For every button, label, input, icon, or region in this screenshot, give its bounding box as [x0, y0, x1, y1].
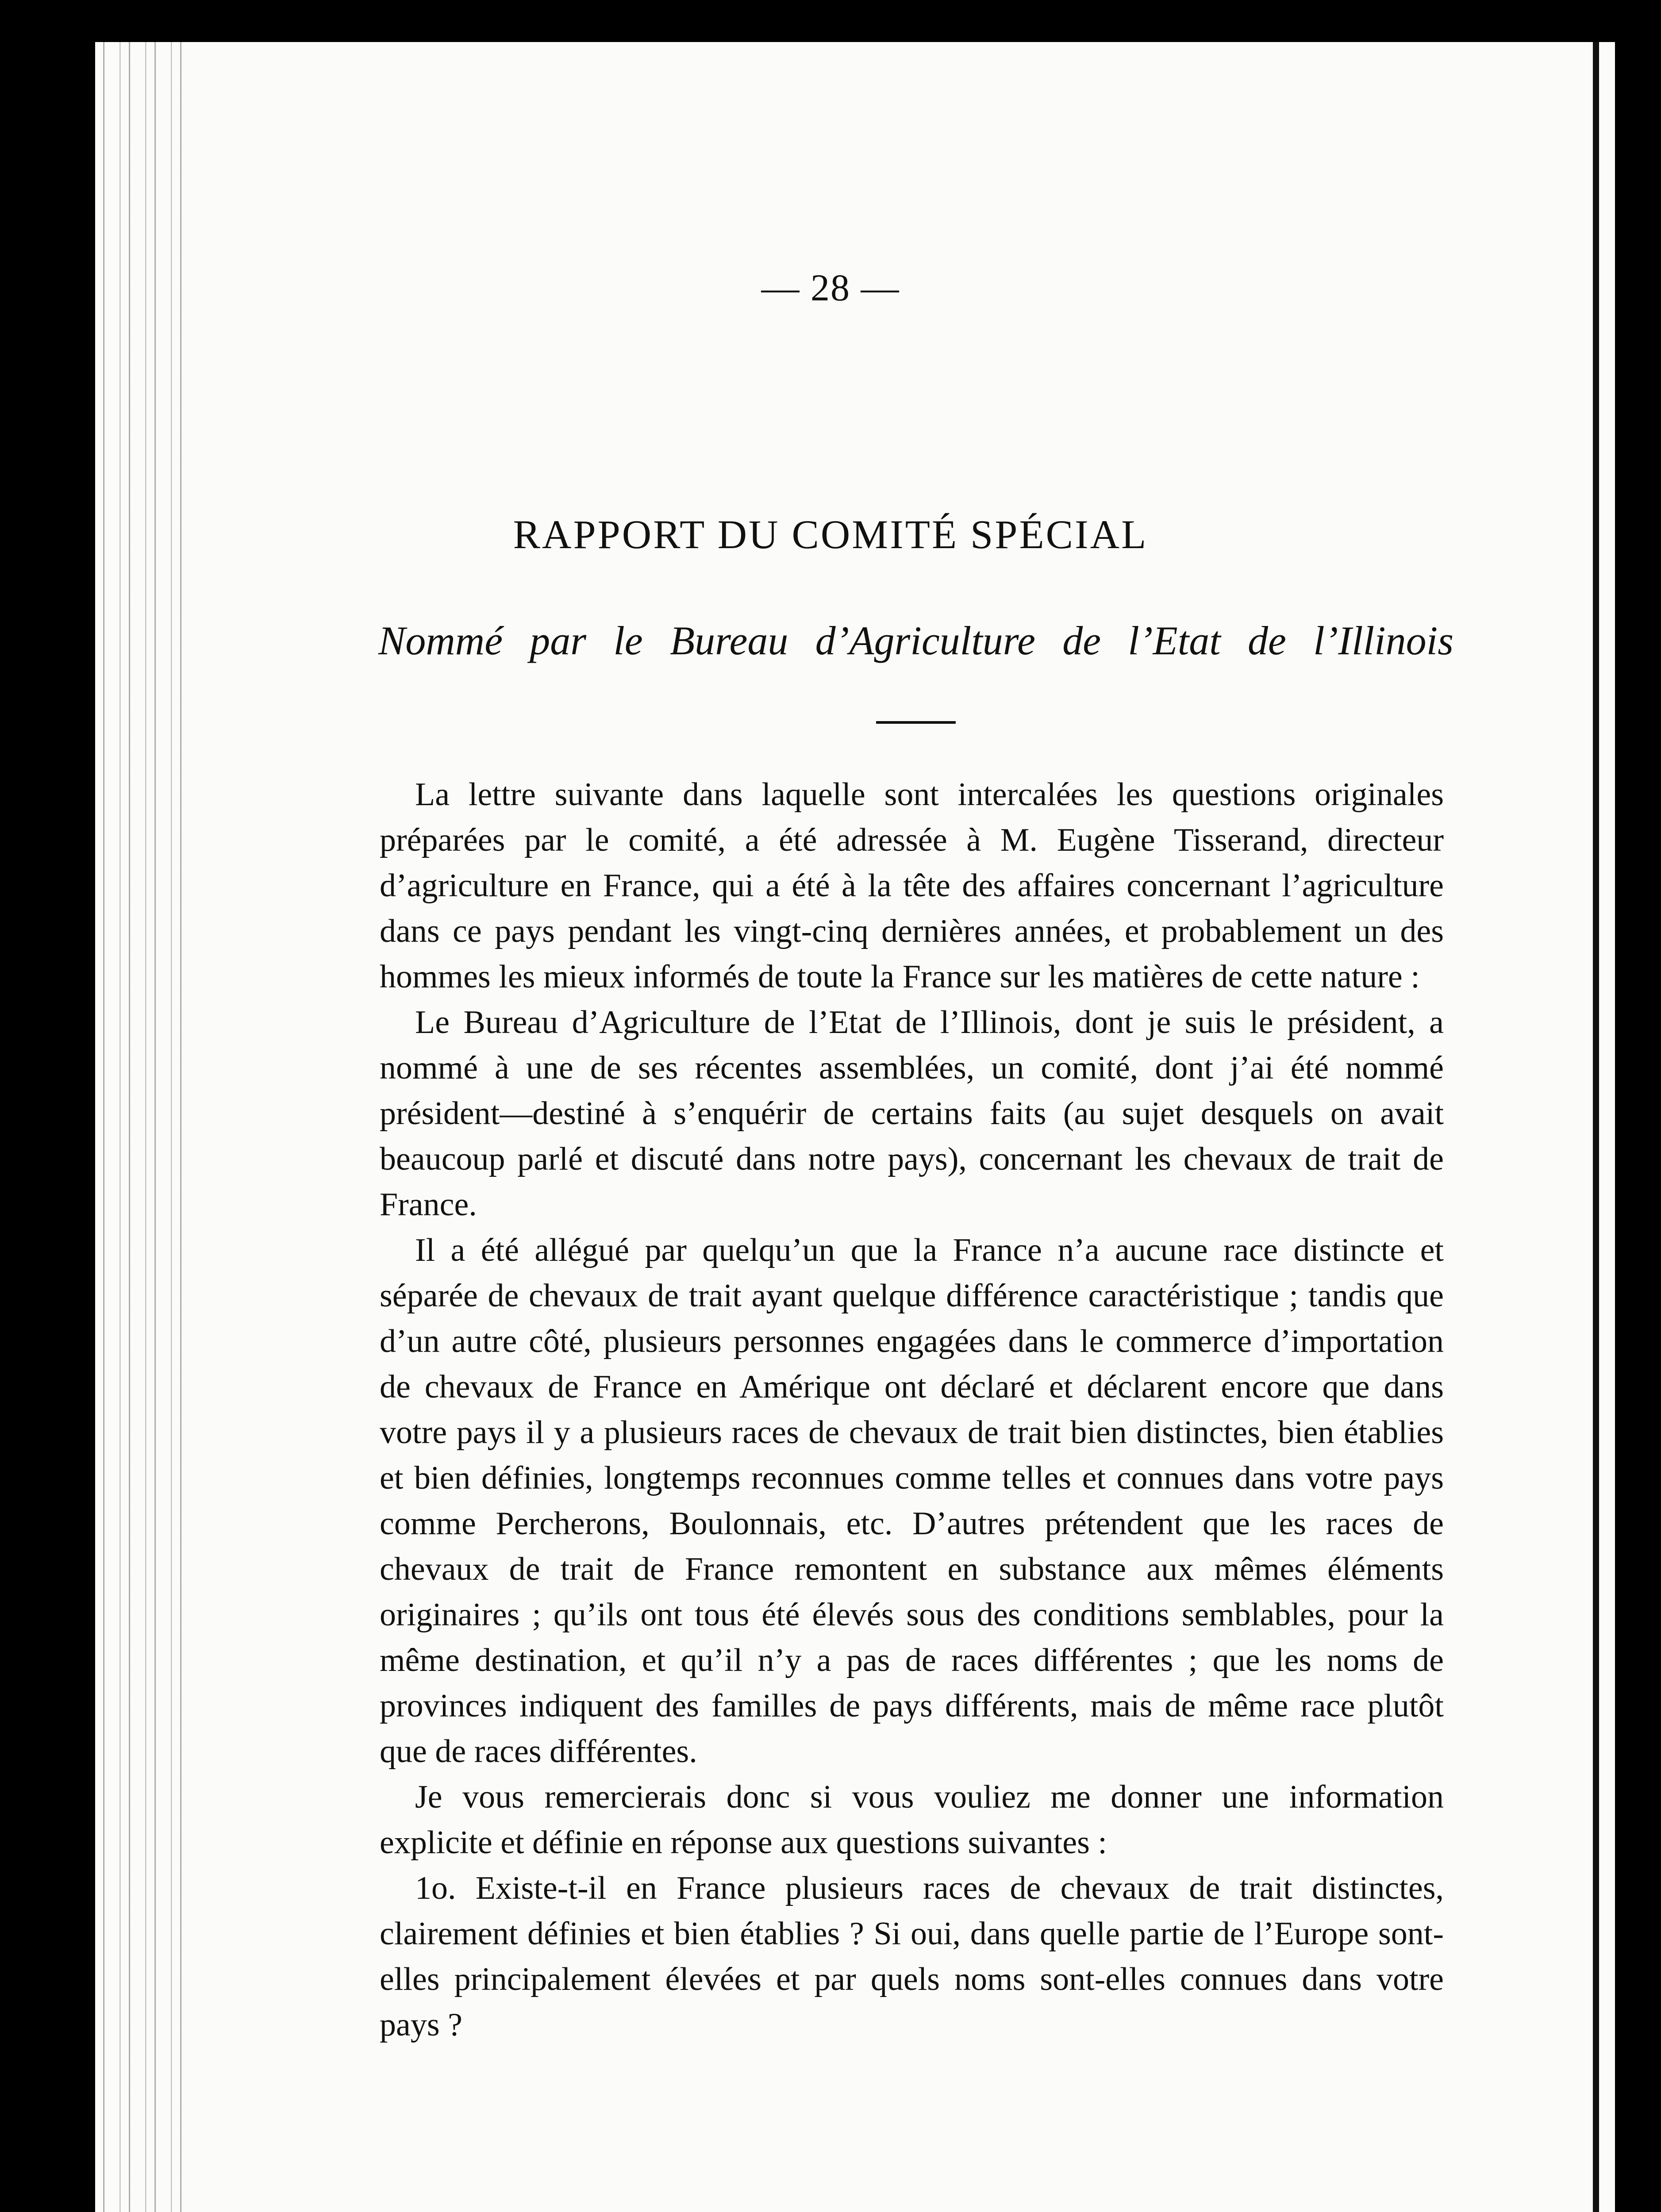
paragraph-question-1: 1o. Existe-t-il en France plusieurs races de chevaux de trait distinctes, clairement définies et bien établies ? Si oui, dans quelle partie de l’Europe sont-elles principalement élevées et par quels noms sont-elles connues dans votre pays ?	[380, 1870, 1444, 2043]
page-binding-edge	[95, 42, 188, 2212]
paragraph-allegations: Il a été allégué par quelqu’un que la France n’a aucune race distincte et séparée de chevaux de trait ayant quelque différence caractéristique ; tandis que d’un autre côté, plusieurs personnes engagées dans le commerce d’importation de chevaux de France en Amérique ont déclaré et déclarent encore que dans votre pays il y a plusieurs races de chevaux de trait bien distinctes, bien établies et bien définies, longtemps reconnues comme telles et connues dans votre pays comme Percherons, Boulonnais, etc. D’autres prétendent que les races de chevaux de trait de France remontent en substance aux mêmes éléments originaires ; qu’ils ont tous été élevés sous des conditions semblables, pour la même destination, et qu’il n’y a pas de races différentes ; que les noms de provinces indiquent des familles de pays différents, mais de même race plutôt que de races différentes.	[380, 1232, 1444, 1770]
page-number: — 28 —	[761, 266, 900, 309]
title-separator-rule	[876, 721, 956, 724]
page-subtitle: Nommé par le Bureau d’Agriculture de l’Etat de l’Illinois	[378, 618, 1453, 663]
page-right-edge	[1593, 42, 1599, 2212]
paragraph-request: Je vous remercierais donc si vous vouliez me donner une information explicite et définie en réponse aux questions suivantes :	[380, 1779, 1444, 1861]
page-title: RAPPORT DU COMITÉ SPÉCIAL	[513, 512, 1148, 557]
paragraph-intro-letter: La lettre suivante dans laquelle sont intercalées les questions originales préparées par le comité, a été adressée à M. Eugène Tisserand, directeur d’agriculture en France, qui a été à la tête des affaires concernant l’agriculture dans ce pays pendant les vingt-cinq dernières années, et probablement un des hommes les mieux informés de toute la France sur les matières de cette nature :	[380, 776, 1444, 995]
body-text	[380, 772, 1444, 2048]
paragraph-bureau-committee: Le Bureau d’Agriculture de l’Etat de l’Illinois, dont je suis le président, a nommé à une de ses récentes assemblées, un comité, dont j’ai été nommé président—destiné à s’enquérir de certains faits (au sujet desquels on avait beaucoup parlé et discuté dans notre pays), concernant les chevaux de trait de France.	[380, 1004, 1444, 1223]
